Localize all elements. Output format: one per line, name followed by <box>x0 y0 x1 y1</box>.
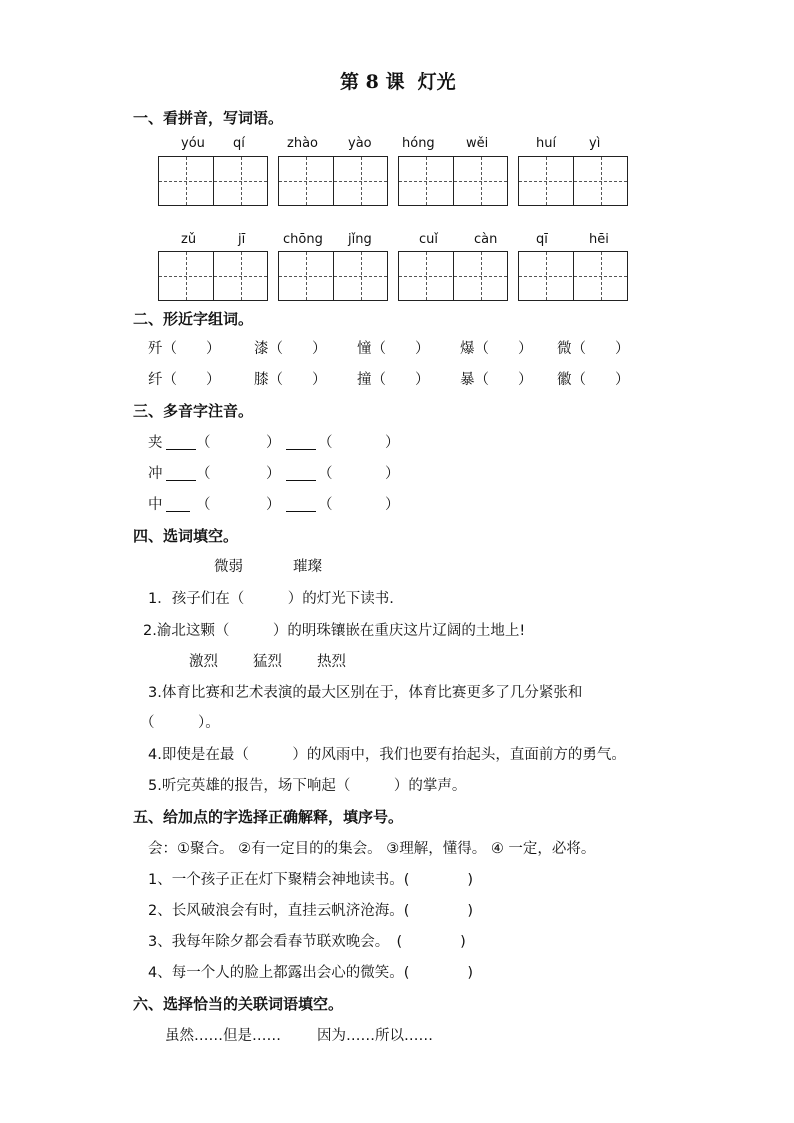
section-2-heading: 二、形近字组词。 <box>133 310 254 328</box>
word-blank[interactable]: 徽（ ） <box>557 372 630 388</box>
word-blank[interactable]: 纤（ ） <box>148 372 221 388</box>
section-1-heading: 一、看拼音，写词语。 <box>133 109 284 127</box>
question: 4.即使是在最（ ）的风雨中，我们也要有抬起头，直面前方的勇气。 <box>148 747 626 763</box>
word-blank[interactable]: 膝（ ） <box>254 372 327 388</box>
word-blank[interactable]: 微（ ） <box>557 341 630 357</box>
paren-close: ） <box>266 466 281 482</box>
polyphone-char: 冲 <box>148 466 163 482</box>
paren-open: （ <box>196 497 211 513</box>
answer-line[interactable] <box>166 511 190 512</box>
question: 2.渝北这颗（ ）的明珠镶嵌在重庆这片辽阔的土地上! <box>143 623 526 639</box>
section-3-heading: 三、多音字注音。 <box>133 402 254 420</box>
meaning-item: 4、每一个人的脸上都露出会心的微笑。( ) <box>148 965 474 981</box>
paren-close: ） <box>385 497 400 513</box>
question: 5.听完英雄的报告，场下响起（ ）的掌声。 <box>148 778 467 794</box>
section-5-heading: 五、给加点的字选择正确解释，填序号。 <box>133 808 404 826</box>
word-blank[interactable]: 歼（ ） <box>148 341 221 357</box>
paren-close: ） <box>385 435 400 451</box>
paren-open: （ <box>318 435 333 451</box>
paren-close: ） <box>385 466 400 482</box>
answer-line[interactable] <box>286 449 316 450</box>
section-6-heading: 六、选择恰当的关联词语填空。 <box>133 995 344 1013</box>
pinyin: jī <box>238 232 246 247</box>
writing-grid[interactable] <box>278 251 388 301</box>
paren-open: （ <box>318 466 333 482</box>
word-choice: 微弱 <box>214 559 243 575</box>
writing-grid[interactable] <box>278 156 388 206</box>
meaning-item: 1、一个孩子正在灯下聚精会神地读书。( ) <box>148 872 474 888</box>
word-blank[interactable]: 暴（ ） <box>460 372 533 388</box>
paren-open: （ <box>196 466 211 482</box>
question: 1．孩子们在（ ）的灯光下读书. <box>148 591 394 607</box>
writing-grid[interactable] <box>158 156 268 206</box>
pinyin: hēi <box>589 232 609 247</box>
word-blank[interactable]: 憧（ ） <box>357 341 430 357</box>
pinyin: huí <box>536 136 557 151</box>
paren-open: （ <box>318 497 333 513</box>
pinyin: yì <box>589 136 601 151</box>
answer-line[interactable] <box>166 480 196 481</box>
conjunction-pair: 虽然……但是…… <box>165 1028 281 1044</box>
pinyin: cuǐ <box>419 232 438 247</box>
writing-grid[interactable] <box>518 251 628 301</box>
pinyin: zhào <box>287 136 318 151</box>
pinyin: hóng <box>402 136 435 151</box>
meaning-item: 2、长风破浪会有时，直挂云帆济沧海。( ) <box>148 903 474 919</box>
polyphone-char: 中 <box>148 497 163 513</box>
answer-line[interactable] <box>286 480 316 481</box>
pinyin: wěi <box>466 136 489 151</box>
conjunction-pair: 因为……所以…… <box>317 1028 433 1044</box>
pinyin: yóu <box>181 136 205 151</box>
word-blank[interactable]: 撞（ ） <box>357 372 430 388</box>
answer-line[interactable] <box>286 511 316 512</box>
word-blank[interactable]: 漆（ ） <box>254 341 327 357</box>
section-4-heading: 四、选词填空。 <box>133 527 239 545</box>
word-blank[interactable]: 爆（ ） <box>460 341 533 357</box>
pinyin: zǔ <box>181 232 197 247</box>
writing-grid[interactable] <box>158 251 268 301</box>
word-choice: 猛烈 <box>253 654 282 670</box>
pinyin: chōng <box>283 232 323 247</box>
writing-grid[interactable] <box>518 156 628 206</box>
meaning-item: 3、我每年除夕都会看春节联欢晚会。 ( ) <box>148 934 466 950</box>
question: 3.体育比赛和艺术表演的最大区别在于，体育比赛更多了几分紧张和 <box>148 685 583 701</box>
paren-open: （ <box>196 435 211 451</box>
answer-line[interactable] <box>166 449 196 450</box>
question-continued: （ ）。 <box>140 715 220 731</box>
writing-grid[interactable] <box>398 156 508 206</box>
pinyin: jǐng <box>348 232 372 247</box>
writing-grid[interactable] <box>398 251 508 301</box>
word-choice: 热烈 <box>317 654 346 670</box>
pinyin: yào <box>348 136 372 151</box>
paren-close: ） <box>266 435 281 451</box>
pinyin: càn <box>474 232 498 247</box>
definition-line: 会：①聚合。 ②有一定目的的集会。 ③理解，懂得。 ④ 一定，必将。 <box>148 841 596 857</box>
page-title: 第 8 课 灯光 <box>340 71 456 93</box>
paren-close: ） <box>266 497 281 513</box>
pinyin: qí <box>233 136 245 151</box>
word-choice: 璀璨 <box>293 559 322 575</box>
pinyin: qī <box>536 232 548 247</box>
word-choice: 激烈 <box>189 654 218 670</box>
polyphone-char: 夹 <box>148 435 163 451</box>
